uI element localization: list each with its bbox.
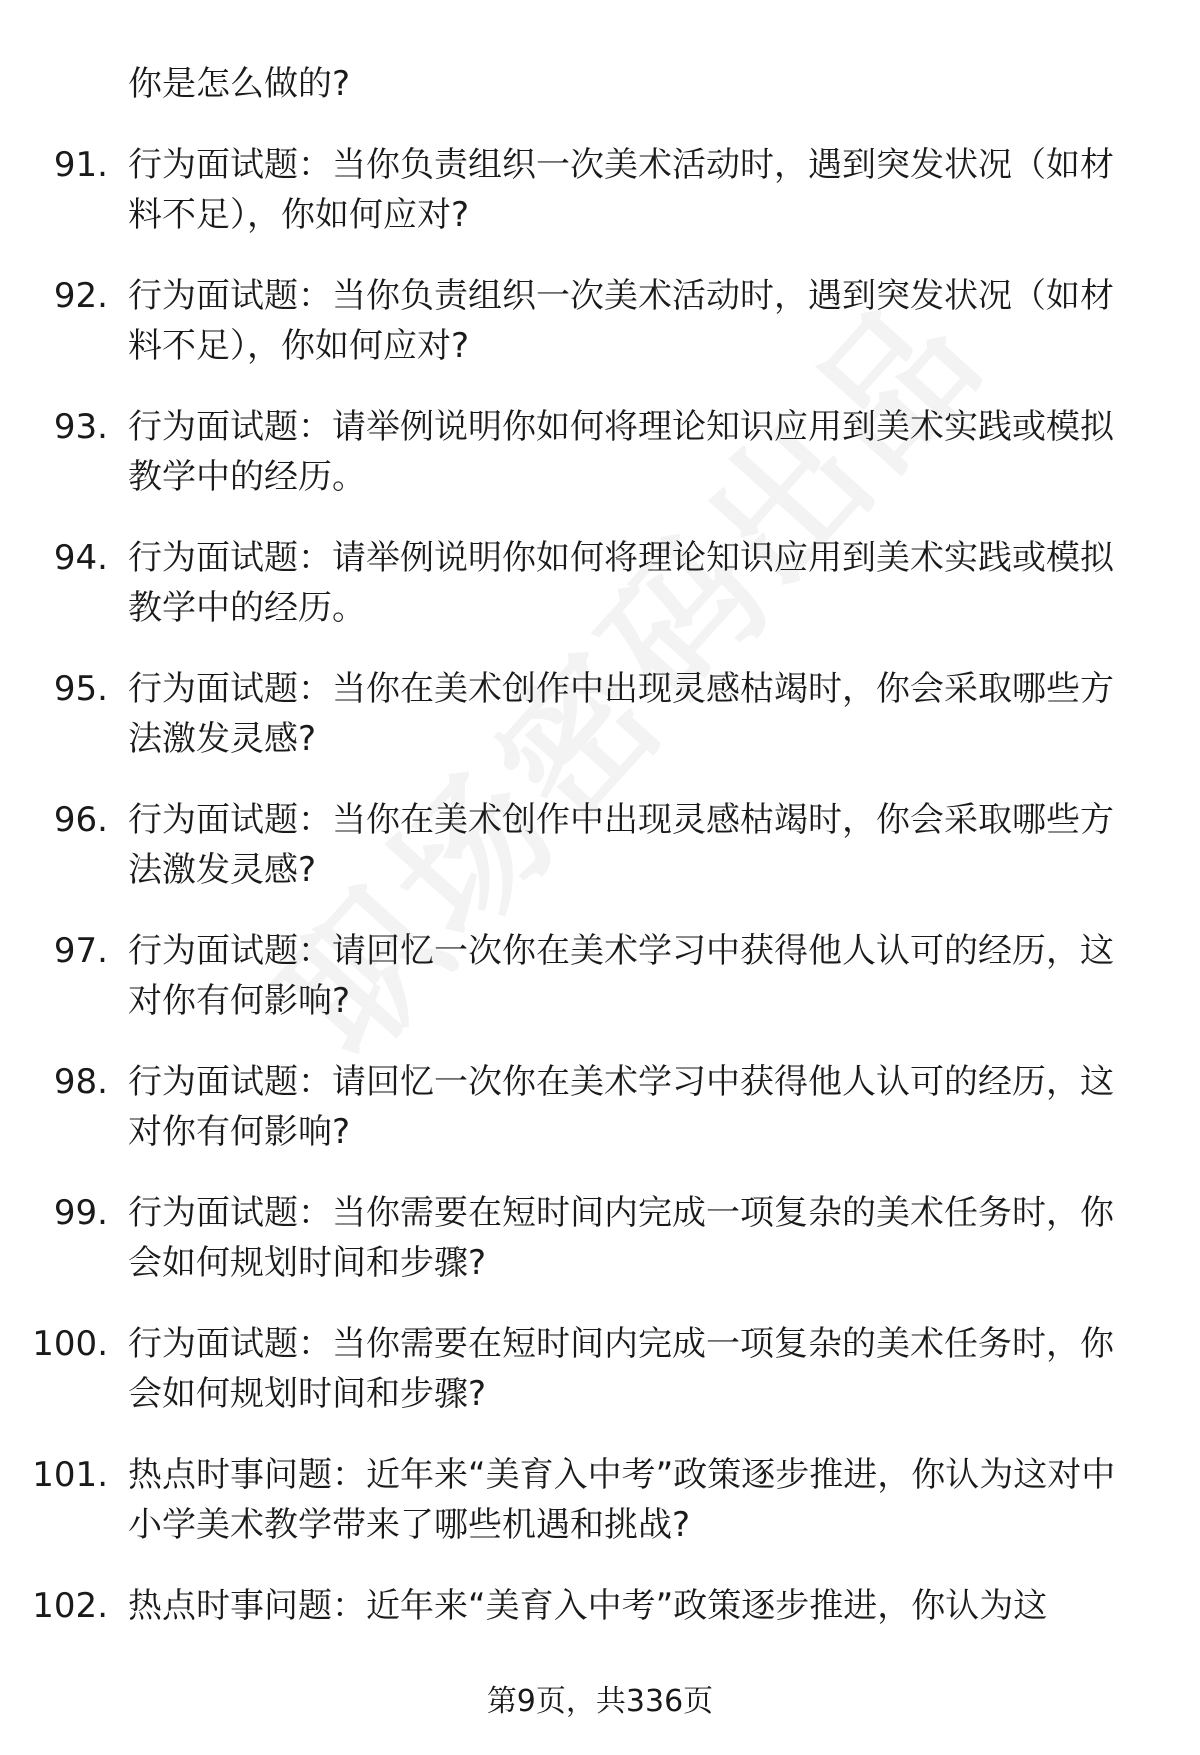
question-number: 98. <box>53 1062 108 1102</box>
question-text: 行为面试题：请回忆一次你在美术学习中获得他人认可的经历，这对你有何影响? <box>128 1062 1114 1152</box>
question-text: 行为面试题：请举例说明你如何将理论知识应用到美术实践或模拟教学中的经历。 <box>128 538 1114 628</box>
question-text: 行为面试题：当你需要在短时间内完成一项复杂的美术任务时，你会如何规划时间和步骤? <box>128 1324 1114 1414</box>
list-item <box>0 795 1200 926</box>
question-text: 行为面试题：请回忆一次你在美术学习中获得他人认可的经历，这对你有何影响? <box>128 931 1114 1021</box>
continuation-text: 你是怎么做的? <box>128 64 351 104</box>
list-item <box>0 926 1200 1057</box>
question-text: 行为面试题：当你负责组织一次美术活动时，遇到突发状况（如材料不足），你如何应对? <box>128 276 1114 366</box>
question-text: 行为面试题：当你需要在短时间内完成一项复杂的美术任务时，你会如何规划时间和步骤? <box>128 1193 1114 1283</box>
question-number: 95. <box>53 669 108 709</box>
list-item <box>0 402 1200 533</box>
question-number: 93. <box>53 407 108 447</box>
question-number: 100. <box>32 1324 108 1364</box>
question-text: 行为面试题：请举例说明你如何将理论知识应用到美术实践或模拟教学中的经历。 <box>128 407 1114 497</box>
question-number: 97. <box>53 931 108 971</box>
question-text: 热点时事问题：近年来“美育入中考”政策逐步推进，你认为这 <box>128 1586 1048 1626</box>
question-number: 101. <box>32 1455 108 1495</box>
list-item <box>0 1450 1200 1581</box>
question-number: 102. <box>32 1586 108 1626</box>
list-item <box>0 271 1200 402</box>
question-text: 行为面试题：当你在美术创作中出现灵感枯竭时，你会采取哪些方法激发灵感? <box>128 800 1114 890</box>
page-footer: 第9页，共336页 <box>486 1684 714 1719</box>
list-item <box>0 1057 1200 1188</box>
list-item <box>0 1188 1200 1319</box>
question-number: 92. <box>53 276 108 316</box>
question-text: 行为面试题：当你在美术创作中出现灵感枯竭时，你会采取哪些方法激发灵感? <box>128 669 1114 759</box>
question-number: 96. <box>53 800 108 840</box>
list-item <box>0 1319 1200 1450</box>
list-item <box>0 664 1200 795</box>
question-list <box>0 140 1200 1712</box>
question-number: 99. <box>53 1193 108 1233</box>
question-text: 行为面试题：当你负责组织一次美术活动时，遇到突发状况（如材料不足），你如何应对? <box>128 145 1114 235</box>
list-item <box>0 140 1200 271</box>
question-number: 91. <box>53 145 108 185</box>
question-text: 热点时事问题：近年来“美育入中考”政策逐步推进，你认为这对中小学美术教学带来了哪些机遇和挑战? <box>128 1455 1116 1545</box>
question-number: 94. <box>53 538 108 578</box>
list-item <box>0 533 1200 664</box>
